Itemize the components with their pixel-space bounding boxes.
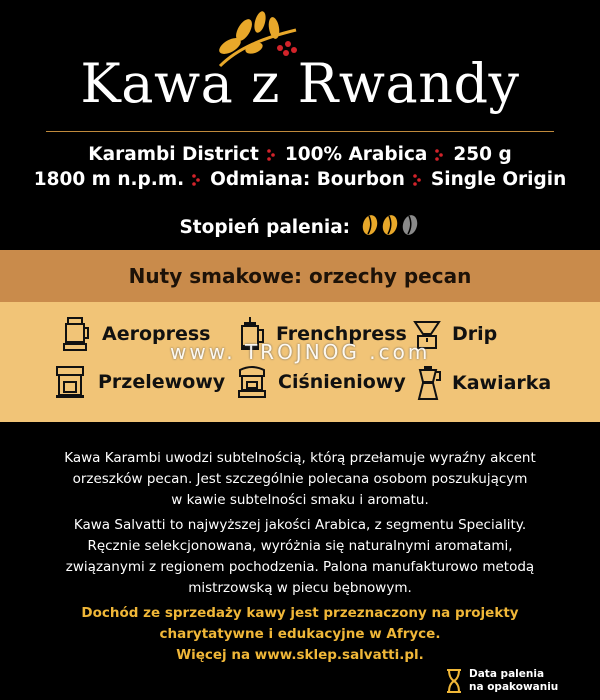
coffee-bean-icon xyxy=(381,214,399,236)
method-drip: Drip xyxy=(412,316,497,352)
spec-arabica: 100% Arabica xyxy=(284,144,428,165)
flavor-notes: Nuty smakowe: orzechy pecan xyxy=(128,264,472,288)
method-kawiarka: Kawiarka xyxy=(414,364,551,402)
flavor-notes-band xyxy=(0,250,600,302)
method-frenchpress: Frenchpress xyxy=(238,316,407,352)
method-aeropress: Aeropress xyxy=(62,316,211,352)
roast-label: Stopień palenia: xyxy=(179,217,351,238)
hourglass-icon xyxy=(445,668,463,694)
charity-note: Dochód ze sprzedaży kawy jest przeznaczony na projekty charytatywne i edukacyjne w Afryce. Więcej na www.sklep.salvatti.pl. xyxy=(81,605,519,663)
specs-row-1 xyxy=(0,144,600,165)
description-paragraph-2: Kawa Salvatti to najwyższej jakości Arabica, z segmentu Speciality. Ręcznie selekcjonowana, wyróżnia się naturalnymi aromatami, związanymi z regionem pochodzenia. Palona manufakturowo metodą mistrzowską w piecu bębnowym. xyxy=(65,517,535,596)
spec-variety: Odmiana: Bourbon xyxy=(210,169,405,190)
dots-separator-icon xyxy=(435,149,445,161)
spec-altitude: 1800 m n.p.m. xyxy=(33,169,185,190)
spec-origin: Single Origin xyxy=(430,169,567,190)
espresso-machine-icon xyxy=(236,364,268,400)
divider xyxy=(46,131,554,132)
spec-weight: 250 g xyxy=(453,144,512,165)
dots-separator-icon xyxy=(267,149,277,161)
spec-region: Karambi District xyxy=(88,144,259,165)
dots-separator-icon xyxy=(192,174,202,186)
drip-machine-icon xyxy=(54,364,88,400)
roast-level xyxy=(0,214,600,241)
product-title: Kawa z Rwandy xyxy=(80,52,520,115)
coffee-bean-icon xyxy=(361,214,379,236)
coffee-bean-icon xyxy=(401,214,419,236)
roast-beans xyxy=(361,214,421,241)
roast-date-note: Data palenia na opakowaniu xyxy=(445,668,558,694)
method-przelewowy: Przelewowy xyxy=(54,364,225,400)
description-paragraph-1: Kawa Karambi uwodzi subtelnością, którą przełamuje wyraźny akcent orzeszków pecan. Jest szczególnie polecana osobom poszukującym w kawie subtelności smaku i aromatu. xyxy=(64,450,536,508)
specs-row-2 xyxy=(0,169,600,190)
moka-pot-icon xyxy=(414,364,442,402)
aeropress-icon xyxy=(62,316,92,352)
dots-separator-icon xyxy=(413,174,423,186)
watermark: www. TROJNOG .com xyxy=(170,340,431,364)
method-cisnieniowy: Ciśnieniowy xyxy=(236,364,406,400)
